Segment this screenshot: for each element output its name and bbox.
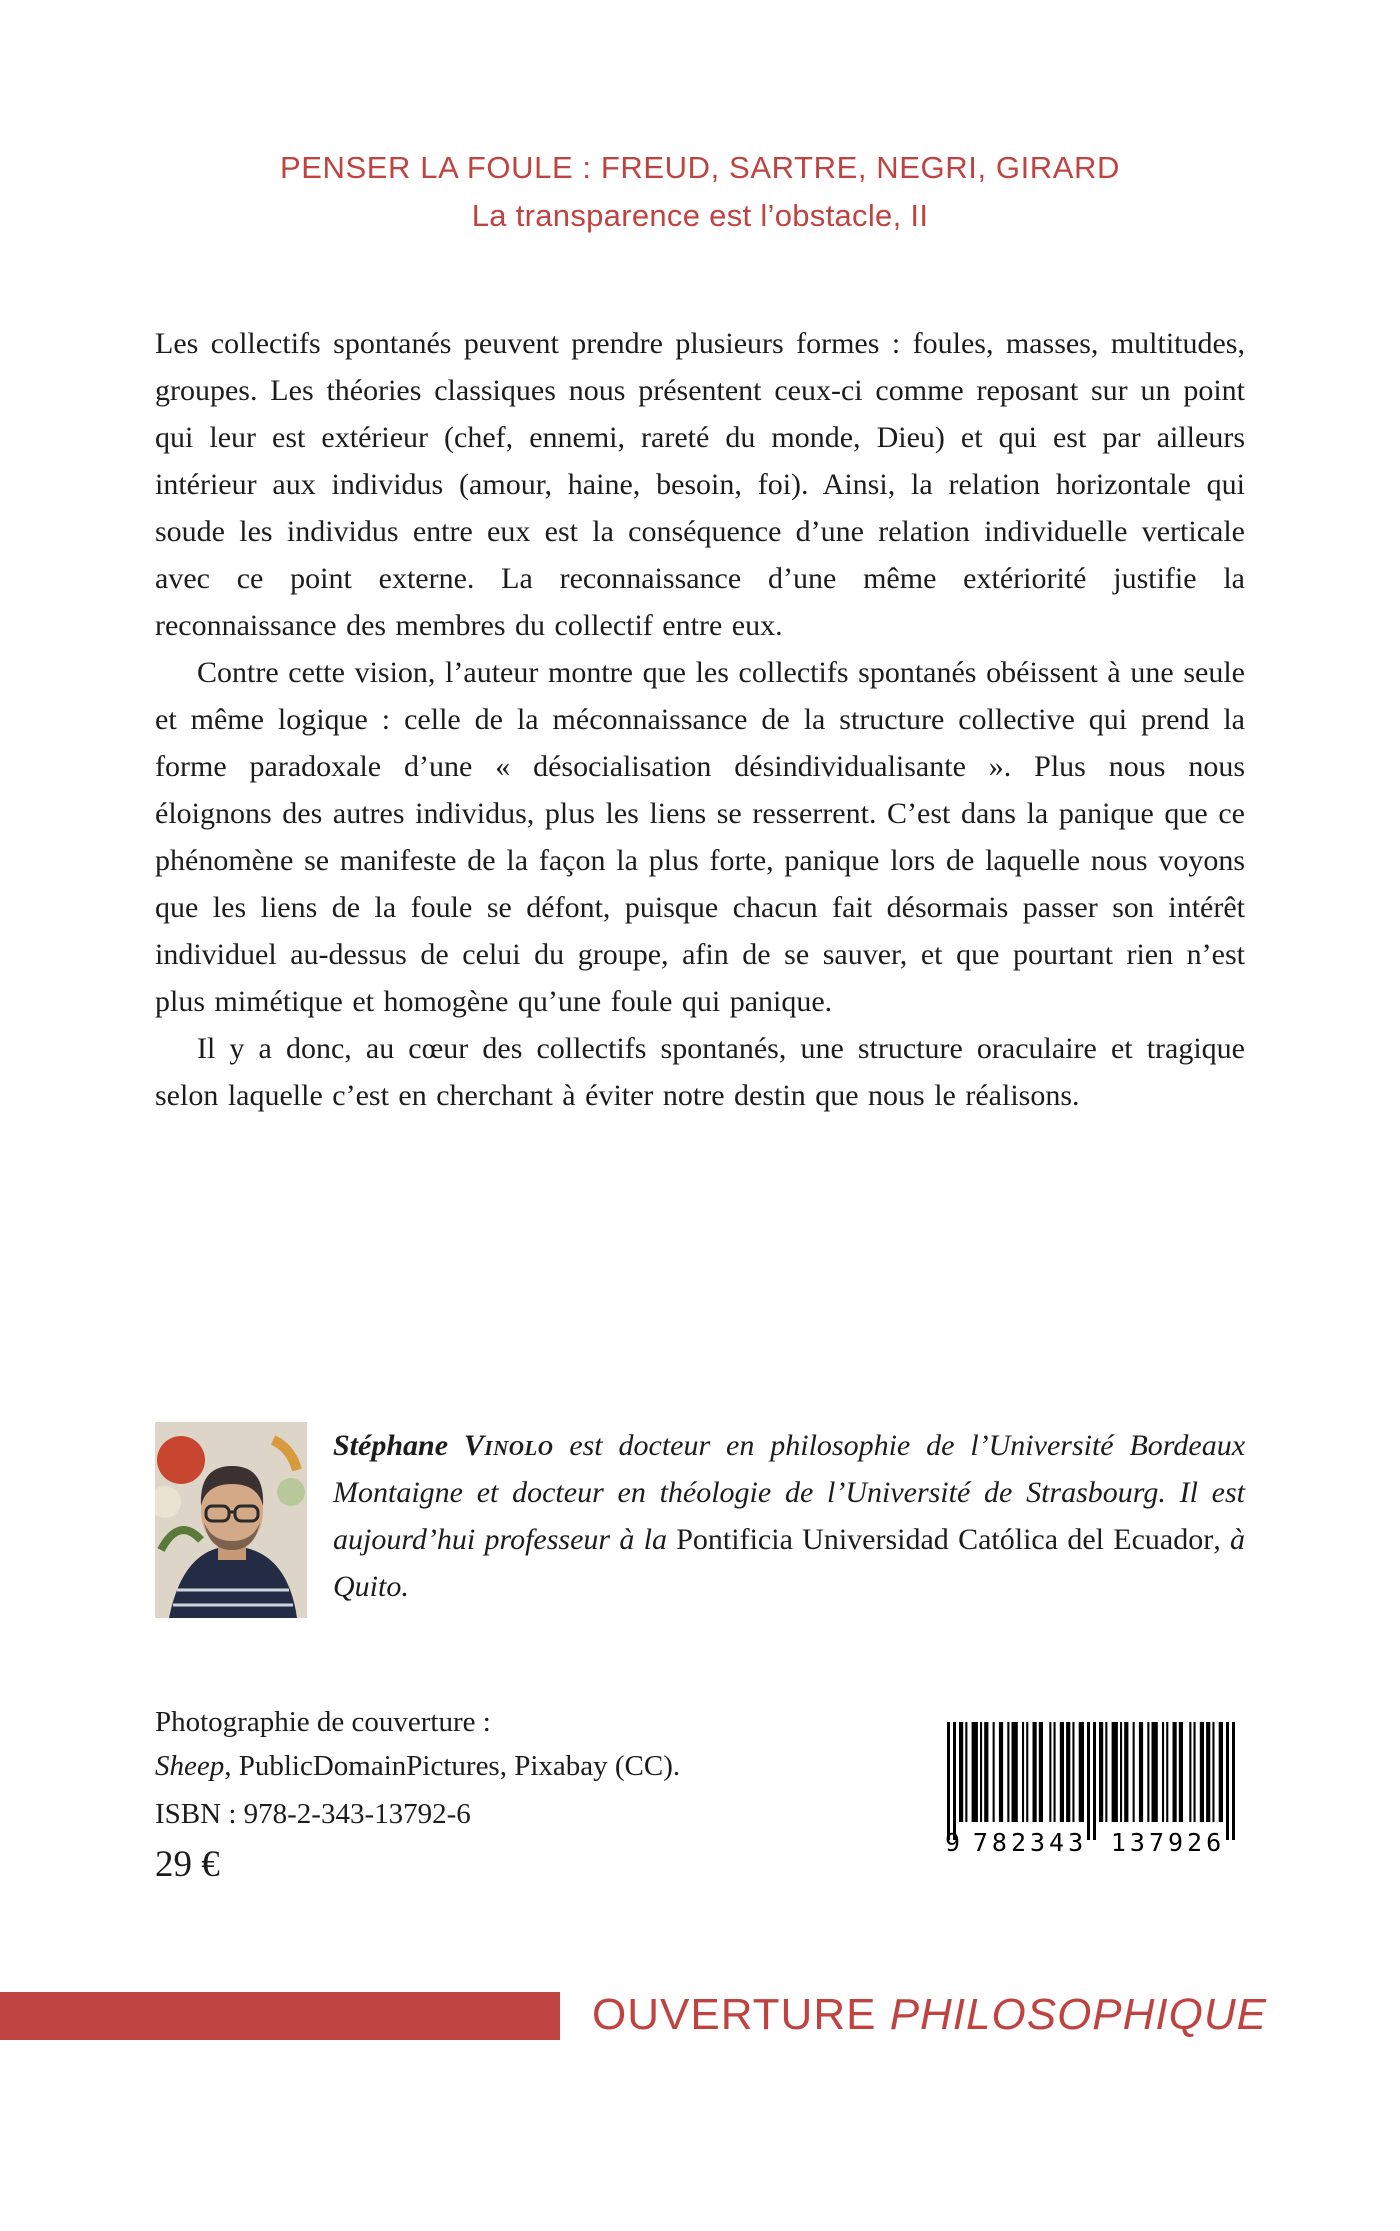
collection-red-bar bbox=[0, 1992, 560, 2040]
synopsis-paragraph-3: Il y a donc, au cœur des collectifs spontanés, une structure oraculaire et tragique selon laquelle c’est en cherchant à éviter notre destin que nous le réalisons. bbox=[155, 1032, 1245, 1112]
credit-line-1: Photographie de couverture : bbox=[155, 1706, 491, 1738]
author-photo bbox=[155, 1422, 307, 1618]
credit-line-2-rest: , PublicDomainPictures, Pixabay (CC). bbox=[224, 1750, 681, 1782]
price: 29 € bbox=[155, 1844, 220, 1885]
author-bio-text-2: , à Quito. bbox=[333, 1523, 1246, 1603]
author-bio bbox=[333, 1422, 1245, 1618]
credit-line-2 bbox=[155, 1744, 680, 1788]
isbn: ISBN : 978-2-343-13792-6 bbox=[155, 1798, 471, 1830]
author-section bbox=[155, 1422, 1245, 1618]
author-name-first: Stéphane bbox=[333, 1429, 449, 1462]
barcode-bars bbox=[945, 1722, 1237, 1844]
collection-name-part1: OUVERTURE bbox=[592, 1990, 877, 2039]
synopsis bbox=[155, 320, 1245, 1119]
barcode-digits bbox=[945, 1828, 1237, 1857]
header bbox=[0, 150, 1400, 234]
author-name-last: Vinolo bbox=[463, 1429, 554, 1462]
book-title: PENSER LA FOULE : FREUD, SARTRE, NEGRI, GIRARD bbox=[279, 150, 1121, 185]
barcode-digits-right: 137926 bbox=[1110, 1828, 1226, 1857]
author-bio-text-1: est docteur en philosophie de l’Université Bordeaux Montaigne et docteur en théologie de l’Université de Strasbourg. Il est aujourd’hui professeur à la bbox=[333, 1429, 1246, 1556]
collection-name bbox=[592, 1990, 1267, 2040]
barcode-digits-mid: 782343 bbox=[972, 1828, 1088, 1857]
author-photo-illustration bbox=[155, 1422, 307, 1618]
book-subtitle: La transparence est l’obstacle, II bbox=[471, 198, 929, 233]
barcode bbox=[945, 1722, 1237, 1857]
synopsis-paragraph-2: Contre cette vision, l’auteur montre que les collectifs spontanés obéissent à une seule et même logique : celle de la méconnaissance de la structure collective qui prend la forme paradoxale d’une « désocialisation désindividualisante ». Plus nous nous éloignons des autres individus, plus les liens se resserrent. C’est dans la panique que ce phénomène se manifeste de la façon la plus forte, panique lors de laquelle nous voyons que les liens de la foule se défont, puisque chacun fait désormais passer son intérêt individuel au-dessus de celui du groupe, afin de se sauver, et que pourtant rien n’est plus mimétique et homogène qu’une foule qui panique. bbox=[155, 656, 1245, 1018]
barcode-digit-left: 9 bbox=[945, 1828, 961, 1857]
collection-name-part2: PHILOSOPHIQUE bbox=[889, 1990, 1267, 2039]
credit-work-title: Sheep bbox=[155, 1750, 225, 1782]
cover-photo-credit bbox=[155, 1700, 680, 1788]
synopsis-paragraph-1: Les collectifs spontanés peuvent prendre plusieurs formes : foules, masses, multitudes, groupes. Les théories classiques nous présentent ceux-ci comme reposant sur un point qui leur est extérieur (chef, ennemi, rareté du monde, Dieu) et qui est par ailleurs intérieur aux individus (amour, haine, besoin, foi). Ainsi, la relation horizontale qui soude les individus entre eux est la conséquence d’une relation individuelle verticale avec ce point externe. La reconnaissance d’une même extériorité justifie la reconnaissance des membres du collectif entre eux. bbox=[155, 327, 1245, 642]
author-bio-institution: Pontificia Universidad Católica del Ecuador bbox=[676, 1523, 1214, 1556]
